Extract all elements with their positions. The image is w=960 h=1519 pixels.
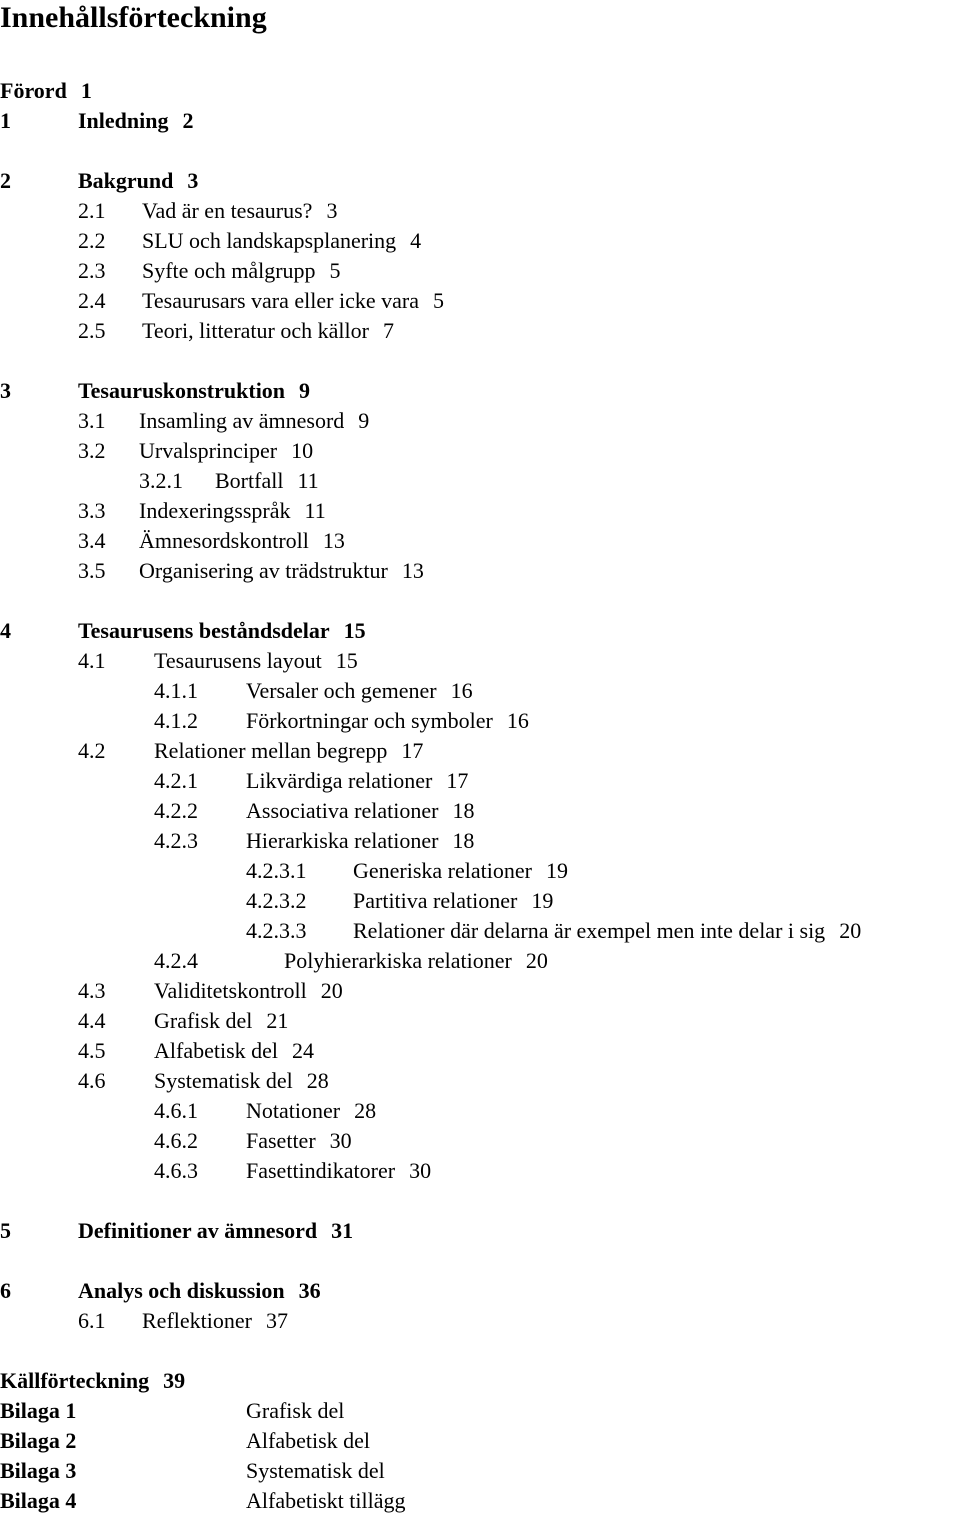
toc-entry-number: 3.2 [78,438,106,463]
toc-entry-number: 4.2.3.2 [246,888,307,913]
toc-entry-number: 2.3 [78,258,106,283]
toc-entry-page: 13 [401,558,424,583]
toc-entry-page: 28 [306,1068,329,1093]
toc-entry-number: Källförteckning [0,1368,150,1393]
toc-entry-page: 5 [432,288,444,313]
toc-entry-title: Ämnesordskontroll [139,528,309,553]
toc-entry-page: 9 [299,378,311,403]
toc-entry-number: 3.2.1 [139,468,183,493]
toc-entry-title: Organisering av trädstruktur [139,558,388,583]
toc-entry-title: Urvalsprinciper [139,438,278,463]
toc-entry-page: 16 [506,708,529,733]
toc-entry-number: 2 [0,168,11,193]
toc-entry-page: 18 [452,798,475,823]
toc-entry-title: Generiska relationer [353,858,532,883]
toc-entry-title: Partitiva relationer [353,888,518,913]
toc-entry-title: Insamling av ämnesord [139,408,345,433]
toc-entry-title: Tesaurusens beståndsdelar [78,618,330,643]
toc-entry-title: Inledning [78,108,169,133]
toc-entry-page: 3 [187,168,199,193]
toc-entry-number: 2.5 [78,318,106,343]
toc-entry-number: 2.2 [78,228,106,253]
toc-entry-title: Fasetter [246,1128,316,1153]
toc-entry-page: 11 [297,468,319,493]
toc-entry-page: 24 [292,1038,315,1063]
toc-entry-page: 21 [266,1008,289,1033]
toc-entry-number: 4.5 [78,1038,106,1063]
toc-entry-page: 3 [326,198,338,223]
toc-entry-number: 4 [0,618,11,643]
toc-entry-number: 3.3 [78,498,106,523]
toc-entry-page: 15 [343,618,366,643]
page-title: Innehållsförteckning [0,1,267,34]
toc-entry-title: Analys och diskussion [78,1278,285,1303]
toc-entry-number: 4.2.1 [154,768,198,793]
toc-entry-number: 4.6 [78,1068,106,1093]
toc-entry-number: 4.3 [78,978,106,1003]
toc-entry-page: 18 [452,828,475,853]
toc-entry-title: Systematisk del [154,1068,293,1093]
toc-entry-page: 20 [320,978,343,1003]
toc-entry-number: 3.1 [78,408,106,433]
toc-entry-title: Hierarkiska relationer [246,828,439,853]
toc-entry-page: 20 [839,918,862,943]
toc-entry-title: Förkortningar och symboler [246,708,493,733]
toc-entry-page: 17 [401,738,424,763]
toc-entry-number: 4.1.1 [154,678,198,703]
toc-entry-title: Syfte och målgrupp [142,258,316,283]
toc-entry-page: 39 [163,1368,186,1393]
toc-entry-page: 28 [354,1098,377,1123]
toc-entry-number: 1 [0,108,11,133]
toc-entry-title: Bortfall [215,468,284,493]
toc-entry-page: 9 [358,408,370,433]
toc-entry-title: SLU och landskapsplanering [142,228,397,253]
toc-entry-title: Alfabetisk del [154,1038,279,1063]
toc-entry-title: Bakgrund [78,168,174,193]
toc-entry-title: Tesaurusars vara eller icke vara [142,288,419,313]
toc-entry-page: 31 [331,1218,354,1243]
toc-entry-page: 30 [329,1128,352,1153]
toc-entry-page: 2 [182,108,194,133]
toc-entry-number: 4.4 [78,1008,106,1033]
toc-entry-number: 4.2.3.1 [246,858,307,883]
toc-entry-number: 3.4 [78,528,106,553]
toc-entry-title: Indexeringsspråk [139,498,291,523]
toc-entry-title: Definitioner av ämnesord [78,1218,318,1243]
toc-entry-number: 6.1 [78,1308,106,1333]
toc-entry-page: 36 [298,1278,321,1303]
toc-entry-page: 7 [382,318,394,343]
toc-entry-page: 5 [329,258,341,283]
toc-entry-number: 4.1.2 [154,708,198,733]
toc-entry-number: 3 [0,378,11,403]
toc-entry-title: Polyhierarkiska relationer [284,948,512,973]
toc-entry-number: Förord [0,78,67,103]
toc-entry-page: 15 [335,648,358,673]
toc-entry-title: Alfabetiskt tillägg [246,1488,406,1513]
toc-entry-number: 2.1 [78,198,106,223]
toc-entry-title: Reflektioner [142,1308,252,1333]
toc-entry-number: 4.6.1 [154,1098,198,1123]
toc-entry-title: Tesauruskonstruktion [78,378,286,403]
toc-entry-number: 4.2.3 [154,828,198,853]
toc-entry-number: 4.2 [78,738,106,763]
toc-entry-title: Likvärdiga relationer [246,768,433,793]
toc-entry-title: Systematisk del [246,1458,385,1483]
toc-entry-title: Tesaurusens layout [154,648,322,673]
toc-entry-page: 13 [322,528,345,553]
toc-entry-title: Grafisk del [246,1398,345,1423]
toc-entry-title: Fasettindikatorer [246,1158,396,1183]
appendix-label: Bilaga 1 [0,1398,77,1423]
appendix-label: Bilaga 2 [0,1428,77,1453]
toc-entry-number: 6 [0,1278,11,1303]
toc-entry-page: 4 [410,228,422,253]
toc-entry-number: 3.5 [78,558,106,583]
toc-entry-title: Validitetskontroll [154,978,307,1003]
toc-entry-page: 17 [446,768,469,793]
toc-entry-number: 2.4 [78,288,106,313]
toc-entry-page: 10 [291,438,314,463]
toc-entry-title: Vad är en tesaurus? [142,198,313,223]
toc-entry-number: 4.6.2 [154,1128,198,1153]
toc-entry-title: Associativa relationer [246,798,439,823]
appendix-label: Bilaga 3 [0,1458,77,1483]
toc-entry-number: 4.1 [78,648,106,673]
toc-entry-number: 4.2.4 [154,948,198,973]
toc-entry-title: Versaler och gemener [246,678,437,703]
toc-entry-page: 11 [304,498,326,523]
toc-entry-number: 5 [0,1218,11,1243]
toc-entry-page: 19 [545,858,568,883]
toc-entry-title: Notationer [246,1098,341,1123]
appendix-label: Bilaga 4 [0,1488,77,1513]
toc-entry-page: 20 [525,948,548,973]
toc-entry-page: 37 [265,1308,288,1333]
toc-entry-title: Grafisk del [154,1008,253,1033]
toc-entry-title: Teori, litteratur och källor [142,318,369,343]
toc-entry-number: 4.2.2 [154,798,198,823]
toc-entry-title: Alfabetisk del [246,1428,371,1453]
toc-entry-page: 19 [531,888,554,913]
toc-entry-title: Relationer där delarna är exempel men inte delar i sig [353,918,826,943]
toc-entry-title: Relationer mellan begrepp [154,738,388,763]
toc-entry-number: 4.2.3.3 [246,918,307,943]
toc-entry-number: 4.6.3 [154,1158,198,1183]
toc-entry-page: 30 [409,1158,432,1183]
toc-entry-page: 16 [450,678,473,703]
toc-entry-page: 1 [80,78,92,103]
